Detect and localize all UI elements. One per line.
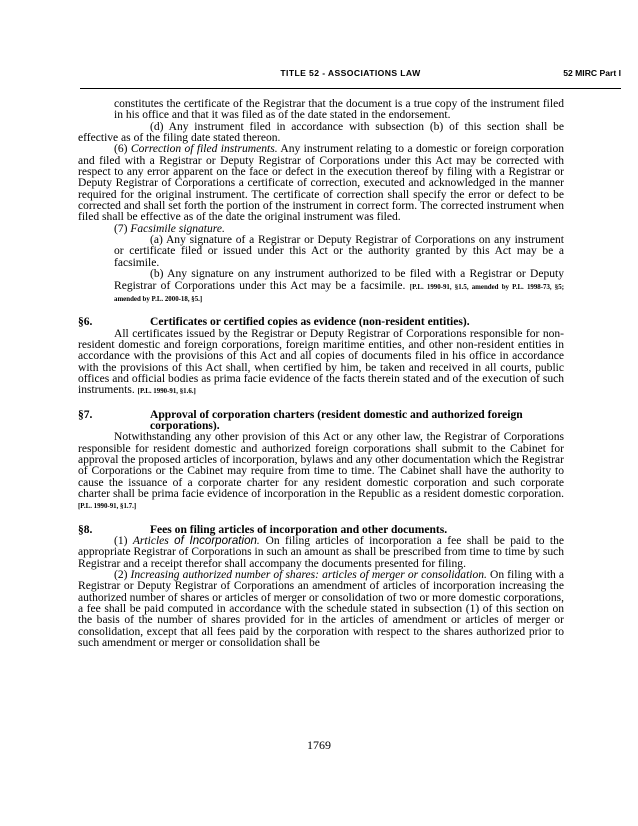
header-rule: [80, 88, 621, 89]
subsection-6-number: (6): [114, 143, 128, 156]
subsection-7b-text: (b) Any signature on any instrument authorized to be filed with a Registrar or Deputy Registrar of Corporations under this Act may be a facsimile.: [114, 268, 564, 292]
section-8-subsection-2-title: Increasing authorized number of shares: articles of merger or consolidation.: [130, 569, 487, 582]
subsection-d: (d) Any instrument filed in accordance with subsection (b) of this section shall be effective as of the filing date stated thereon.: [78, 120, 564, 145]
section-6-citation: [P.L. 1990-91, §1.6.]: [137, 388, 196, 396]
subsection-6: [78, 144, 564, 223]
subsection-7a: (a) Any signature of a Registrar or Deputy Registrar of Corporations on any instrument or certificate filed or issued under this Act or the authority granted by this Act may be a facsimile.: [114, 234, 564, 269]
section-6-title: Certificates or certified copies as evidence (non-resident entities).: [150, 316, 470, 329]
section-7-citation: [P.L. 1990-91, §1.7.]: [78, 503, 137, 511]
section-7-body: Notwithstanding any other provision of this Act or any other law, the Registrar of Corporations responsible for resident domestic and authorized foreign corporations shall submit to the Cabinet for approval the proposed articles of incorporation, bylaws and any other documentation which the Registrar of Corporations or the Cabinet may require from time to time. The Cabinet shall have the authority to cause the issuance of a corporate charter for any resident domestic corporation and such corporate charter shall be prima facie evidence of incorporation in the Republic as a resident domestic corporation.: [78, 431, 564, 500]
subsection-7b: [78, 269, 564, 305]
continued-paragraph: constitutes the certificate of the Registrar that the document is a true copy of the instrument filed in his office and that it was filed as of the date stated in the endorsement.: [114, 98, 564, 122]
header-title: TITLE 52 - ASSOCIATIONS LAW: [280, 68, 421, 78]
subsection-6-text: Any instrument relating to a domestic or foreign corporation and filed with a Registrar or Deputy Registrar of Corporations under this Act may be corrected with respect to any error apparent on the face or defect in the execution thereof by filing with a Registrar or Deputy Registrar of Corporations a certificate of correction, executed and acknowledged in the manner required for the original instrument. The certificate of correction shall specify the error or defect to be corrected and shall set forth the portion of the instrument in correct form. The corrected instrument when filed shall be effective as of the date the original instrument was filed.: [78, 143, 565, 224]
section-8-subsection-2: [78, 570, 564, 649]
section-7-text: [78, 432, 564, 512]
section-8-subsection-1-title-a: Articles: [132, 535, 169, 548]
section-8-number: §8.: [78, 523, 93, 536]
section-8-subsection-1-text: On filing articles of incorporation a fee shall be paid to the appropriate Registrar of Corporations in such an amount as shall be prescribed from time to time by such Registrar and a receipt therefor shall accompany the documents presented for filing.: [78, 535, 564, 570]
subsection-6-title: Correction of filed instruments.: [130, 143, 278, 156]
section-8-subsection-1: [78, 536, 564, 570]
page-number: 1769: [307, 738, 331, 752]
section-6-text: [78, 329, 564, 398]
section-8-subsection-1-number: (1): [114, 535, 128, 548]
section-8-subsection-1-title-b: of Incorporation.: [174, 535, 261, 548]
section-8-subsection-2-number: (2): [114, 569, 128, 582]
header-part: 52 MIRC Part I: [563, 68, 621, 78]
section-7-number: §7.: [78, 408, 93, 421]
section-7-heading: [78, 410, 564, 433]
section-8-subsection-2-text: On filing with a Registrar or Deputy Registrar of Corporations an amendment of articles of incorporation increasing the authorized number of shares or articles of merger or consolidation of two or more domestic corporations, a fee shall be paid computed in accordance with the schedule stated in subsection (1) of this section on the basis of the number of shares provided for in the articles of amendment or articles of merger or consolidation, except that all fees paid by the corporation with respect to the shares authorized prior to such amendment or merger or consolidation shall be: [78, 569, 564, 650]
section-7-title: Approval of corporation charters (resident domestic and authorized foreign corporations).: [150, 408, 523, 432]
section-6-number: §6.: [78, 316, 93, 329]
section-8-title: Fees on filing articles of incorporation and other documents.: [150, 523, 448, 536]
section-6-body: All certificates issued by the Registrar or Deputy Registrar of Corporations responsible for non-resident domestic and foreign corporations, foreign maritime entities, and other non-resident entities in accordance with the provisions of this Act and all copies of documents filed in his office in accordance with the provisions of this Act shall, when certified by him, be taken and received in all courts, public offices and official bodies as prima facie evidence of the facts therein stated and of the execution of such instruments.: [78, 327, 564, 397]
subsection-7-title: Facsimile signature.: [130, 222, 225, 235]
page-header: [80, 68, 621, 82]
subsection-7b-citation: [P.L. 1990-91, §1.5, amended by P.L. 1998-73, §5; amended by P.L. 2000-18, §5.]: [114, 283, 564, 303]
subsection-7-number: (7): [114, 222, 128, 235]
document-body: [78, 99, 564, 649]
